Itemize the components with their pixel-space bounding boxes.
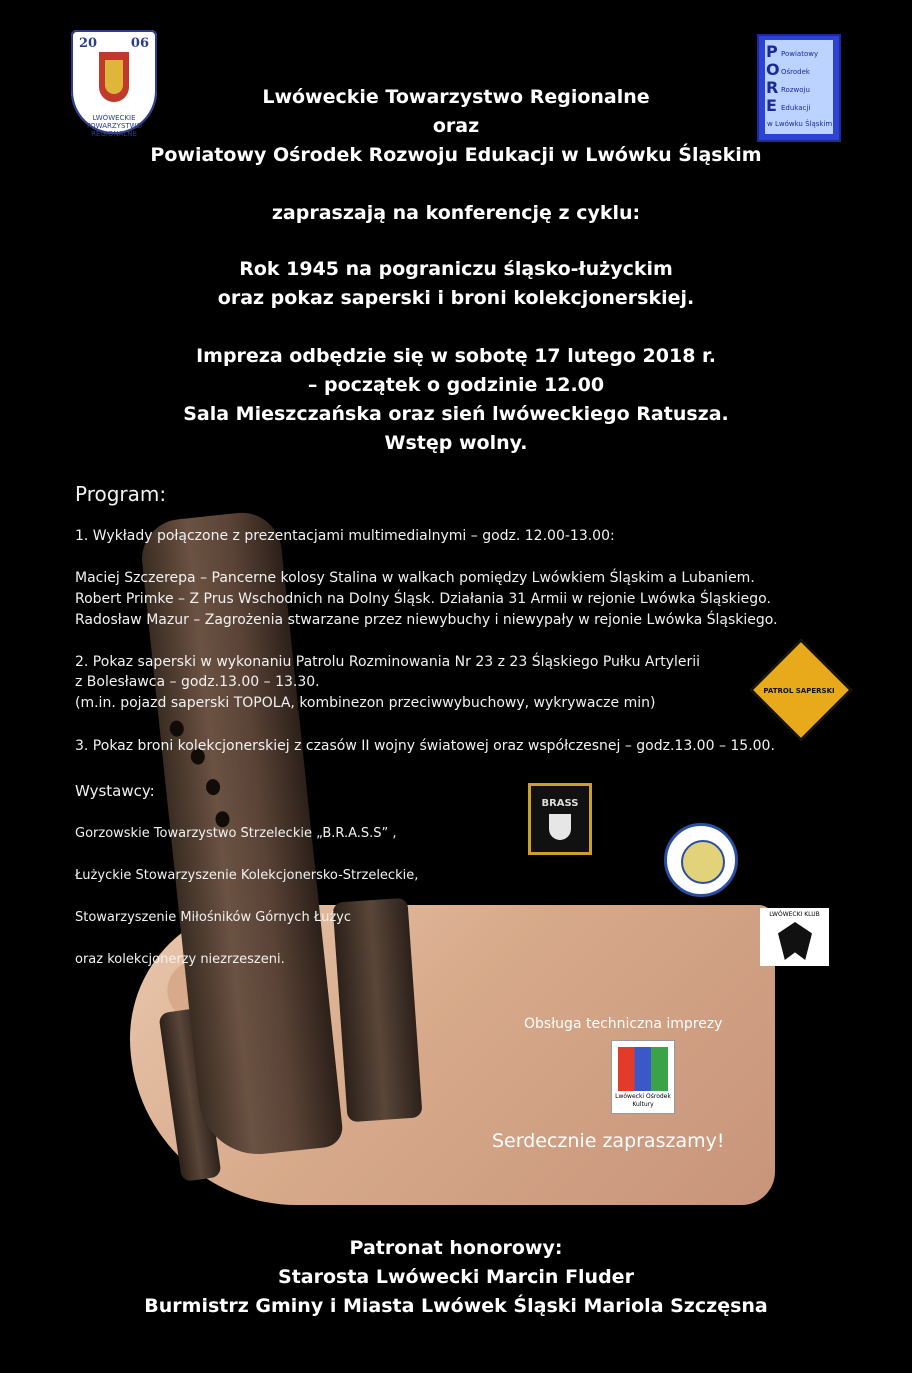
organizer-1: Lwóweckie Towarzystwo Regionalne [262,86,650,108]
program-item-3: 3. Pokaz broni kolekcjonerskiej z czasów II wojny światowej oraz współczesnej – godz.13.00 – 15.00. [75,738,775,754]
exhibitors-heading: Wystawcy: [75,782,155,800]
eagle-icon [778,922,812,960]
lksk-logo [664,823,738,897]
ltr-logo-year-left: 20 [79,36,98,51]
ltr-logo-ring-text: LWÓWECKIE TOWARZYSTWO REGIONALNE [85,114,143,138]
pore-word-4: Edukacji [781,104,811,112]
patron-2: Burmistrz Gminy i Miasta Lwówek Śląski Mariola Szczęsna [144,1295,768,1317]
conference-title-2: oraz pokaz saperski i broni kolekcjonerskiej. [217,287,695,309]
program-item-1: 1. Wykłady połączone z prezentacjami multimedialnymi – godz. 12.00-13.00: [75,528,615,544]
lecture-3: Radosław Mazur – Zagrożenia stwarzane przez niewybuchy i niewypały w rejonie Lwówka Śląskiego. [75,612,778,628]
lecture-2: Robert Primke – Z Prus Wschodnich na Dolny Śląsk. Działania 31 Armii w rejonie Lwówka Śląskiego. [75,591,771,607]
lok-logo-mark [618,1047,668,1091]
patronage-heading: Patronat honorowy: [349,1237,563,1259]
organizer-2: Powiatowy Ośrodek Rozwoju Edukacji w Lwówku Śląskim [150,144,762,166]
crossed-rifles-icon [681,840,725,884]
eagle-icon [549,814,571,840]
brass-logo-text: BRASS [541,798,579,809]
artifact-fin-2 [332,898,422,1123]
technical-support-label: Obsługa techniczna imprezy [524,1016,723,1032]
event-venue: Sala Mieszczańska oraz sień lwóweckiego Ratusza. [183,403,729,425]
lecture-1: Maciej Szczerepa – Pancerne kolosy Stalina w walkach pomiędzy Lwówkiem Śląskim a Lubaniem. [75,570,755,586]
pore-word-2: Ośrodek [781,68,810,76]
lok-logo [611,1040,675,1114]
conference-title-1: Rok 1945 na pograniczu śląsko-łużyckim [239,258,673,280]
brass-logo [528,783,592,855]
lwowecki-klub-logo-text: LWÓWECKI KLUB [769,911,820,918]
invitation-line: zapraszają na konferencję z cyklu: [271,202,641,224]
patron-1: Starosta Lwówecki Marcin Fluder [278,1266,634,1288]
program-heading: Program: [75,482,167,506]
pore-letter-p: P [766,42,778,61]
pore-letter-o: O [766,60,780,79]
exhibitor-2: Łużyckie Stowarzyszenie Kolekcjonersko-Strzeleckie, [75,868,419,883]
lwowecki-klub-logo [760,908,829,966]
pore-letter-e: E [766,96,777,115]
welcome-text: Serdecznie zapraszamy! [492,1130,725,1152]
exhibitor-1: Gorzowskie Towarzystwo Strzeleckie „B.R.A.S.S” , [75,826,397,841]
pore-word-1: Powiatowy [781,50,819,58]
patrol-saperski-logo-text: PATROL SAPERSKI [763,687,835,695]
lok-logo-line-2: Kultury [632,1101,654,1108]
exhibitor-4: oraz kolekcjonerzy niezrzeszeni. [75,952,285,967]
program-item-2b: z Bolesławca – godz.13.00 – 13.30. [75,674,320,690]
pore-word-3: Rozwoju [781,86,810,94]
exhibitor-3: Stowarzyszenie Miłośników Górnych Łużyc [75,910,352,925]
program-item-2a: 2. Pokaz saperski w wykonaniu Patrolu Rozminowania Nr 23 z 23 Śląskiego Pułku Artylerii [75,654,701,670]
event-date: Impreza odbędzie się w sobotę 17 lutego 2018 r. [196,345,716,367]
event-entry: Wstęp wolny. [384,432,528,454]
lok-logo-line-1: Lwówecki Ośrodek [615,1093,671,1100]
pore-word-5: w Lwówku Śląskim [767,120,833,128]
program-item-2c: (m.in. pojazd saperski TOPOLA, kombinezon przeciwwybuchowy, wykrywacze min) [75,695,656,711]
pore-letter-r: R [766,78,779,97]
ltr-logo-year-right: 06 [130,36,149,51]
event-time: – początek o godzinie 12.00 [307,374,605,396]
organizer-and: oraz [432,115,480,137]
